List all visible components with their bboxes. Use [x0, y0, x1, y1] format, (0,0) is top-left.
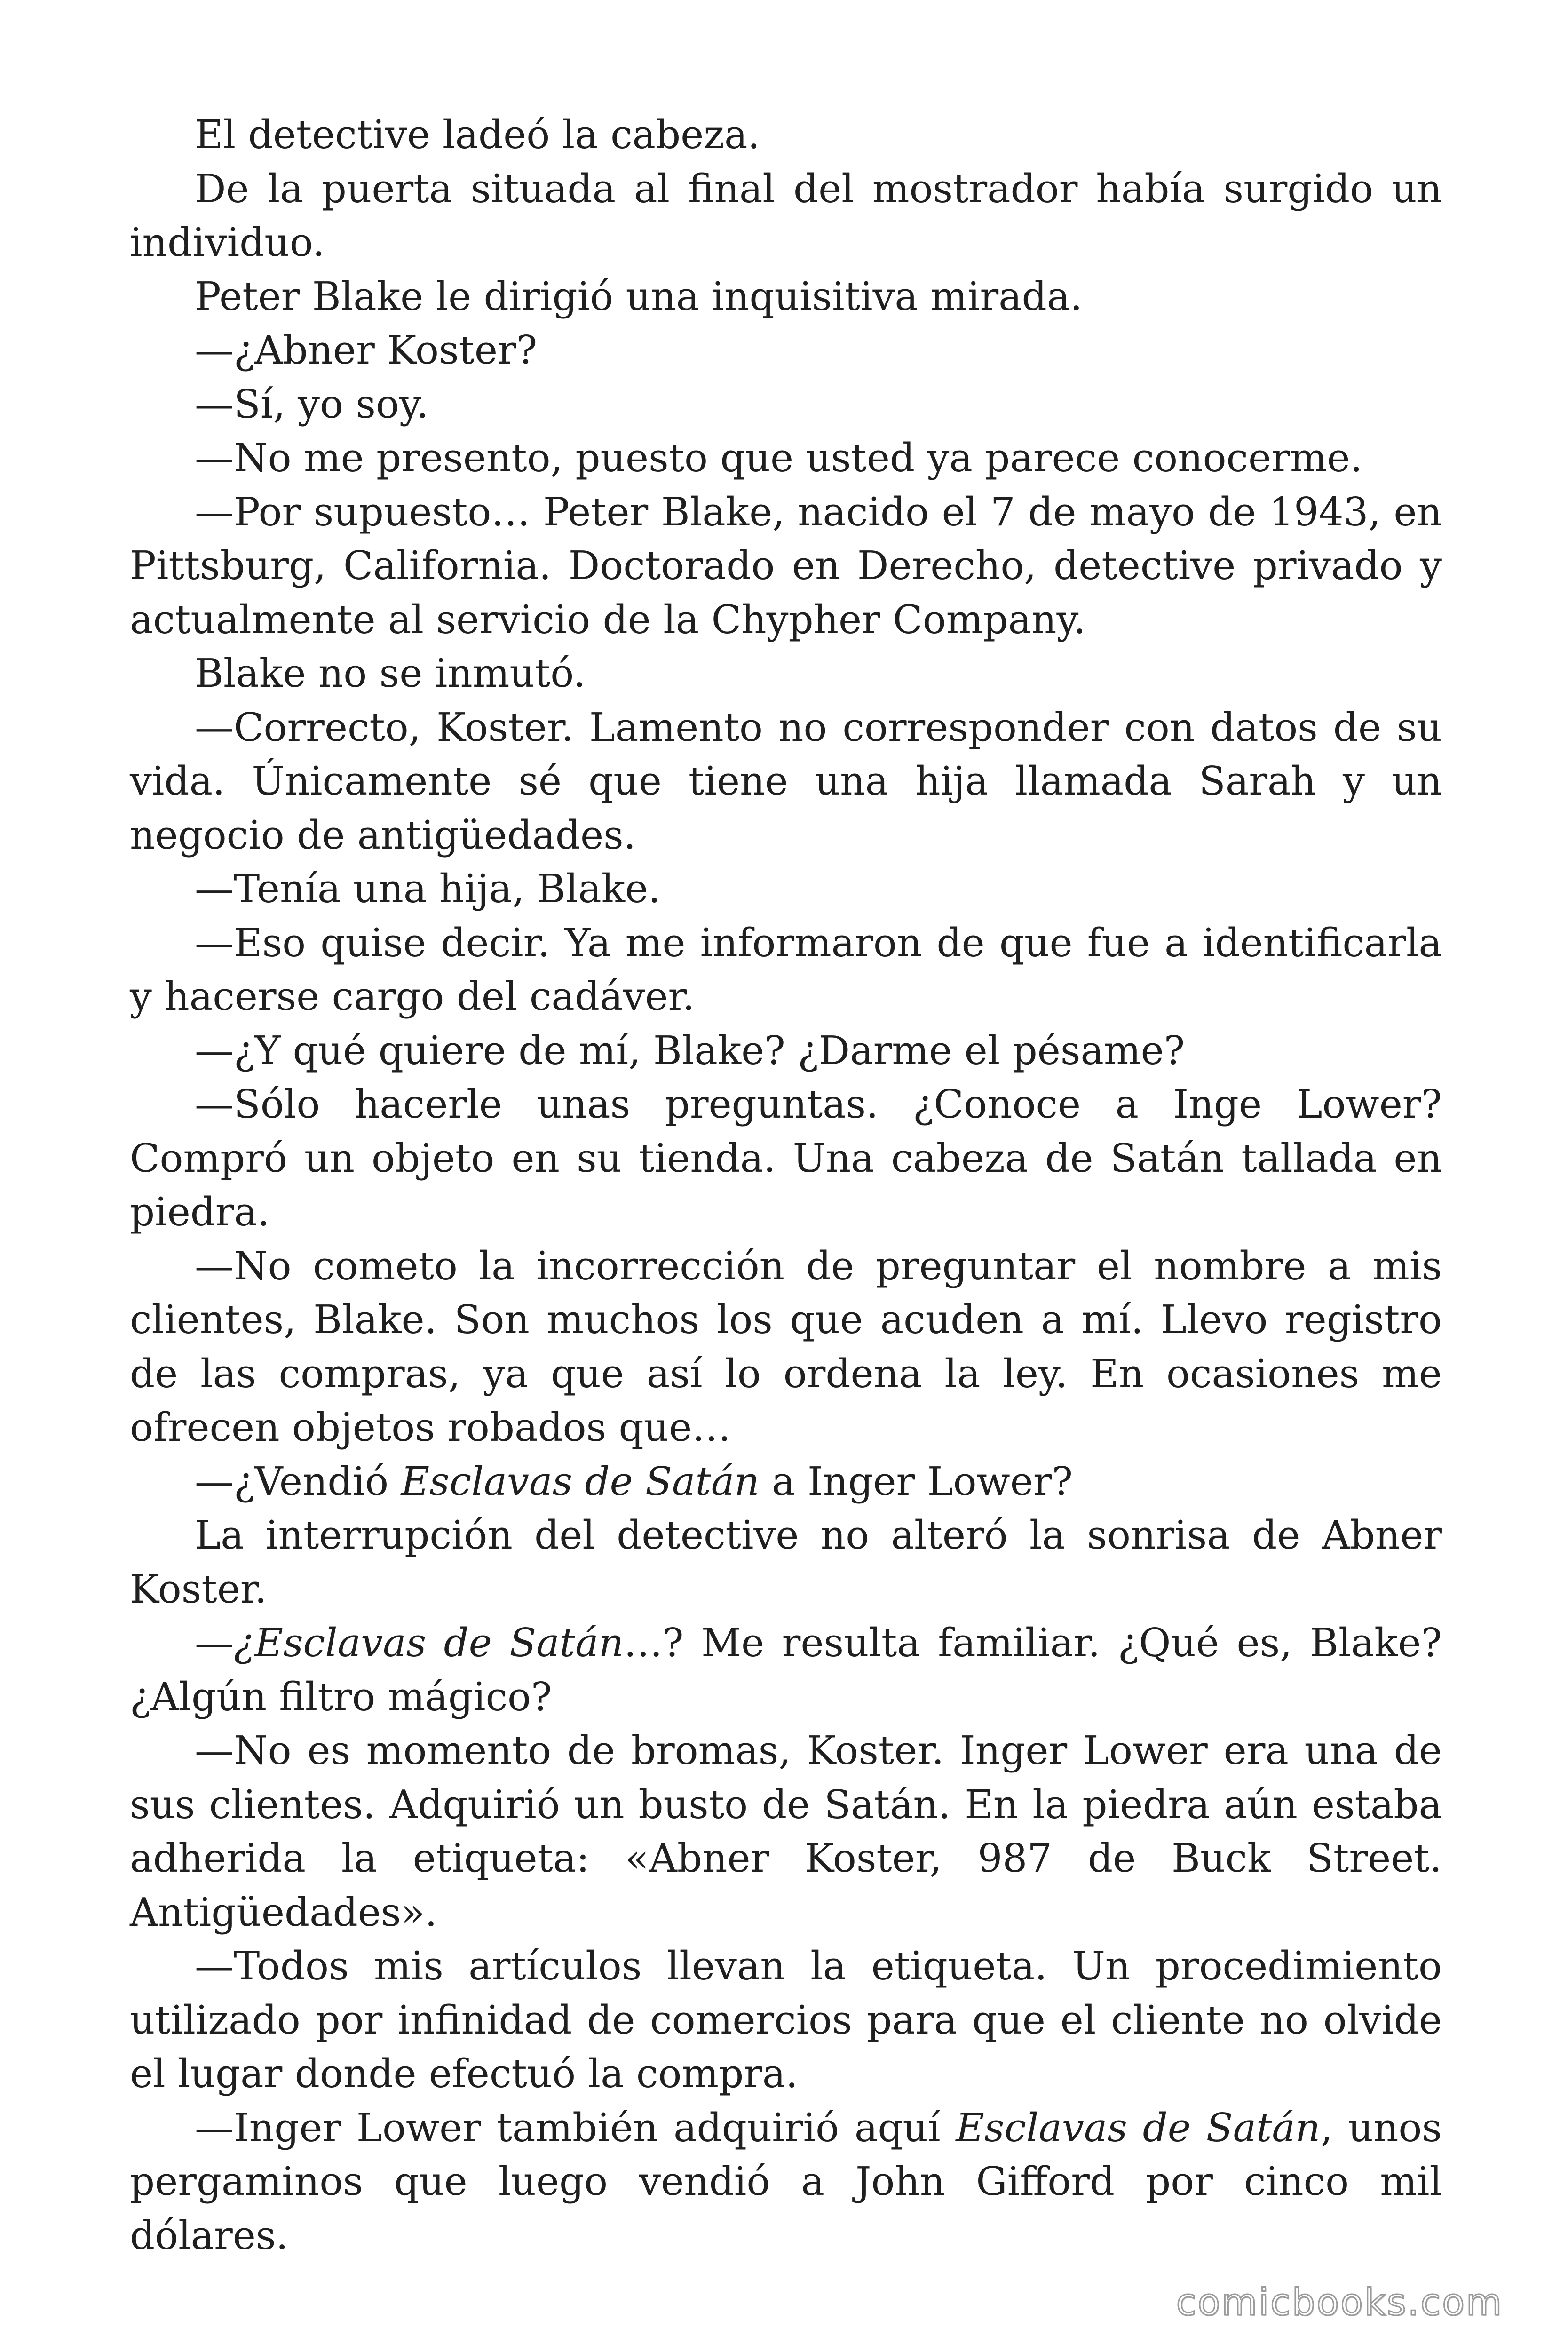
text-run: —Todos mis artículos llevan la etiqueta. Un procedimiento utilizado por infinidad de comercios para que el cliente no olvide el lugar donde efectuó la compra. [130, 1943, 1442, 2097]
text-run: —No cometo la incorrección de preguntar el nombre a mis clientes, Blake. Son muchos los que acuden a mí. Llevo registro de las compras, ya que así lo ordena la ley. En ocasiones me ofrecen objetos robados que… [130, 1243, 1442, 1450]
text-run: , unos pergaminos que luego vendió a John Gifford por cinco mil dólares. [130, 2105, 1442, 2258]
paragraph [130, 378, 1442, 432]
paragraph [130, 431, 1442, 485]
text-run: —No me presento, puesto que usted ya parece conocerme. [195, 435, 1363, 481]
text-run: —Por supuesto… Peter Blake, nacido el 7 de mayo de 1943, en Pittsburg, California. Doctorado en Derecho, detective privado y actualmente al servicio de la Chypher Company. [130, 489, 1442, 643]
paragraph [130, 162, 1442, 270]
text-run: —Inger Lower también adquirió aquí [195, 2105, 956, 2151]
paragraph [130, 1240, 1442, 1455]
text-run: —¿Y qué quiere de mí, Blake? ¿Darme el pésame? [195, 1027, 1185, 1073]
paragraph [130, 108, 1442, 162]
text-run: El detective ladeó la cabeza. [195, 112, 760, 158]
text-run: Peter Blake le dirigió una inquisitiva mirada. [195, 273, 1083, 319]
text-run: —¿Vendió [195, 1458, 401, 1504]
paragraph [130, 1509, 1442, 1616]
watermark: comicbooks.com [1176, 2281, 1503, 2324]
paragraph [130, 485, 1442, 647]
paragraph [130, 1024, 1442, 1078]
text-run: —¿Abner Koster? [195, 327, 538, 373]
paragraph [130, 1724, 1442, 1939]
text-run: a Inger Lower? [759, 1458, 1073, 1504]
paragraph [130, 324, 1442, 378]
text-run: —Eso quise decir. Ya me informaron de que fue a identificarla y hacerse cargo del cadáver. [130, 920, 1442, 1019]
paragraph [130, 862, 1442, 916]
text-run: …? Me resulta familiar. ¿Qué es, Blake? ¿Algún filtro mágico? [130, 1620, 1442, 1720]
text-run: —Correcto, Koster. Lamento no corresponder con datos de su vida. Únicamente sé que tiene una hija llamada Sarah y un negocio de antigüedades. [130, 704, 1442, 858]
text-run: —Sí, yo soy. [195, 381, 429, 427]
paragraph [130, 916, 1442, 1024]
paragraph [130, 2101, 1442, 2263]
text-run: Blake no se inmutó. [195, 651, 586, 696]
text-run: —Sólo hacerle unas preguntas. ¿Conoce a Inge Lower? Compró un objeto en su tienda. Una cabeza de Satán tallada en piedra. [130, 1081, 1442, 1235]
paragraph [130, 647, 1442, 701]
paragraph [130, 1078, 1442, 1240]
paragraph [130, 1616, 1442, 1724]
text-run: De la puerta situada al final del mostrador había surgido un individuo. [130, 166, 1442, 265]
text-run: — [195, 1620, 234, 1666]
paragraph [130, 1939, 1442, 2101]
paragraph [130, 1455, 1442, 1509]
text-run: —No es momento de bromas, Koster. Inger Lower era una de sus clientes. Adquirió un busto de Satán. En la piedra aún estaba adherida la etiqueta: «Abner Koster, 987 de Buck Street. Antigüedades». [130, 1728, 1442, 1935]
text-run: La interrupción del detective no alteró la sonrisa de Abner Koster. [130, 1512, 1442, 1612]
italic-title: Esclavas de Satán [401, 1458, 760, 1504]
text-run: —Tenía una hija, Blake. [195, 866, 661, 912]
italic-title: ¿Esclavas de Satán [234, 1620, 624, 1666]
paragraph [130, 270, 1442, 324]
page-text [130, 108, 1442, 2263]
italic-title: Esclavas de Satán [956, 2105, 1321, 2151]
paragraph [130, 701, 1442, 863]
